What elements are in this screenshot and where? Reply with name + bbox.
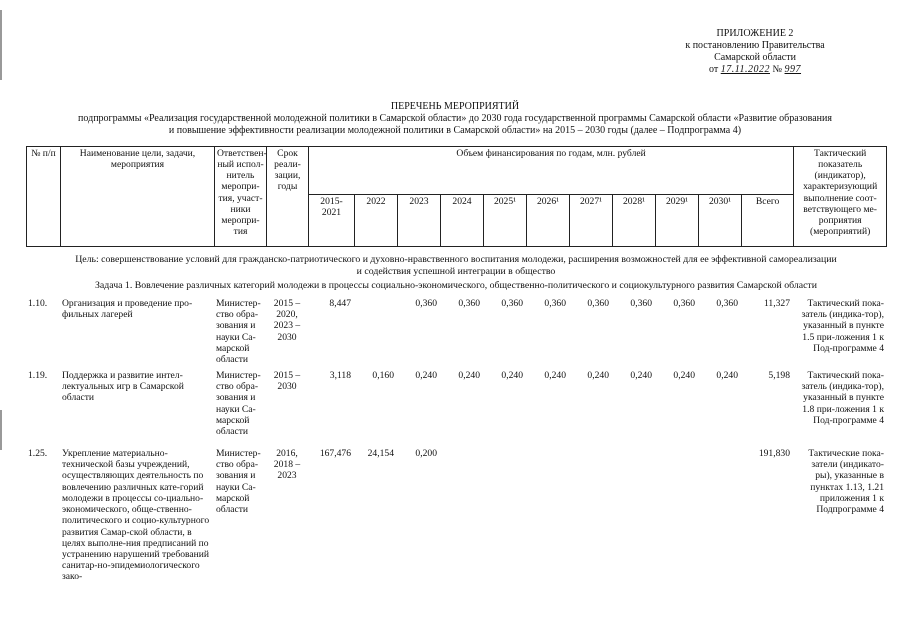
row-value: 0,240 (544, 370, 566, 381)
row-value: 24,154 (367, 448, 394, 459)
header-finance: Объем финансирования по годам, млн. рублей (309, 147, 794, 195)
appendix-resolution: к постановлению Правительства (685, 40, 825, 51)
year-header: 2025¹ (484, 195, 527, 247)
total-header: Всего (742, 195, 794, 247)
year-header: 2023 (398, 195, 441, 247)
row-value: 0,360 (587, 298, 609, 309)
scan-artifact (0, 10, 2, 80)
year-header: 2027¹ (570, 195, 613, 247)
row-num: 1.25. (28, 448, 48, 459)
row-responsible: Министер-ство обра-зования и науки Са-марской области (216, 448, 261, 516)
table-row (26, 369, 886, 447)
handwritten-number: 997 (784, 64, 802, 75)
row-term: 2015 – 2020, 2023 – 2030 (273, 298, 301, 343)
row-value (655, 447, 698, 584)
row-value: 0,240 (587, 370, 609, 381)
row-value: 8,447 (329, 298, 351, 309)
document-subtitle-1: подпрограммы «Реализация государственной молодежной политики в Самарской области» до 2030 года государственной программы Самарской области «Развитие образования (78, 113, 832, 124)
row-value: 0,240 (415, 370, 437, 381)
header-name: Наименование цели, задачи, мероприятия (61, 147, 215, 247)
appendix-title: ПРИЛОЖЕНИЕ 2 (716, 28, 794, 39)
row-term: 2015 – 2030 (273, 370, 301, 393)
scan-artifact (0, 410, 2, 450)
header-responsible: Ответствен-ный испол-нитель меропри-тия, участ-ники меропри-тия (215, 147, 267, 247)
row-value (698, 447, 741, 584)
row-total: 5,198 (768, 370, 790, 381)
row-value: 167,476 (319, 448, 351, 459)
row-value (526, 447, 569, 584)
row-indicator: Тактические пока-затели (индикато-ры), указанные в пунктах 1.13, 1.21 приложения 1 к Подпрограмме 4 (808, 448, 884, 516)
header-num: № п/п (27, 147, 61, 247)
row-value: 0,240 (716, 370, 738, 381)
year-header: 2022 (355, 195, 398, 247)
year-header: 2030¹ (699, 195, 742, 247)
appendix-region: Самарской области (714, 52, 796, 63)
year-header: 2026¹ (527, 195, 570, 247)
row-value: 0,240 (458, 370, 480, 381)
row-indicator: Тактический пока-затель (индика-тор), указанный в пункте 1.5 при-ложения 1 к Под-программе 4 (801, 298, 884, 354)
row-value: 0,360 (544, 298, 566, 309)
row-value: 0,360 (458, 298, 480, 309)
row-num: 1.19. (28, 370, 48, 381)
row-value: 0,360 (415, 298, 437, 309)
row-total: 11,327 (763, 298, 790, 309)
row-responsible: Министер-ство обра-зования и науки Са-марской области (216, 370, 261, 438)
row-value: 0,360 (501, 298, 523, 309)
row-value: 0,360 (630, 298, 652, 309)
document-subtitle-2: и повышение эффективности реализации молодежной политики в Самарской области» на 2015 – 2030 годы (далее – Подпрограмма 4) (168, 125, 742, 136)
appendix-header (660, 28, 850, 76)
row-responsible: Министер-ство обра-зования и науки Са-марской области (216, 298, 261, 366)
table-row (26, 297, 886, 369)
row-value: 3,118 (329, 370, 351, 381)
document-title-block (20, 101, 890, 137)
appendix-date-number: от 17.11.2022 № 997 (708, 64, 802, 75)
table-row (26, 447, 886, 584)
row-value: 0,200 (415, 448, 437, 459)
row-name: Организация и проведение про-фильных лагерей (62, 298, 193, 321)
row-name: Укрепление материально-технической базы учреждений, осуществляющих деятельность по вовлечению различных кате-горий молодежи в процессы со-циально-экономического, обще-ственно-политического и социо-культурного развития Самар-ской области, в целях выполне-ния предписаний по устранению нарушений требований санитар-но-эпидемиологического зако- (62, 448, 210, 583)
document-title: ПЕРЕЧЕНЬ МЕРОПРИЯТИЙ (390, 101, 520, 112)
row-indicator: Тактический пока-затель (индика-тор), указанный в пункте 1.8 при-ложения 1 к Под-программе 4 (801, 370, 884, 426)
row-value (440, 447, 483, 584)
row-num: 1.10. (28, 298, 48, 309)
header-indicator: Тактический показатель (индикатор), характеризующий выполнение соот-ветствующего ме-роприятия (мероприятий) (794, 147, 887, 247)
goal-statement: Цель: совершенствование условий для гражданско-патриотического и духовно-нравственного воспитания молодежи, расширения возможностей для ее эффективной самореализации и содействия успешной интеграции в общество (75, 254, 837, 277)
handwritten-date: 17.11.2022 (720, 64, 770, 75)
row-value (569, 447, 612, 584)
year-header: 2028¹ (613, 195, 656, 247)
row-value (354, 297, 397, 369)
year-header: 2015-2021 (309, 195, 355, 247)
row-value: 0,240 (673, 370, 695, 381)
row-value: 0,160 (372, 370, 394, 381)
row-term: 2016, 2018 – 2023 (273, 448, 301, 482)
task-statement: Задача 1. Вовлечение различных категорий молодежи в процессы социально-экономического, общественно-политического и социокультурного развития Самарской области (95, 280, 817, 291)
header-term: Срок реали-зации, годы (267, 147, 309, 247)
row-value (612, 447, 655, 584)
year-header: 2029¹ (656, 195, 699, 247)
row-value (483, 447, 526, 584)
row-name: Поддержка и развитие интел-лектуальных игр в Самарской области (62, 370, 184, 404)
row-total: 191,830 (758, 448, 790, 459)
row-value: 0,360 (716, 298, 738, 309)
row-value: 0,360 (673, 298, 695, 309)
row-value: 0,240 (630, 370, 652, 381)
plan-table-body (26, 297, 886, 584)
year-header: 2024 (441, 195, 484, 247)
row-value: 0,240 (501, 370, 523, 381)
plan-table-header (26, 146, 887, 247)
